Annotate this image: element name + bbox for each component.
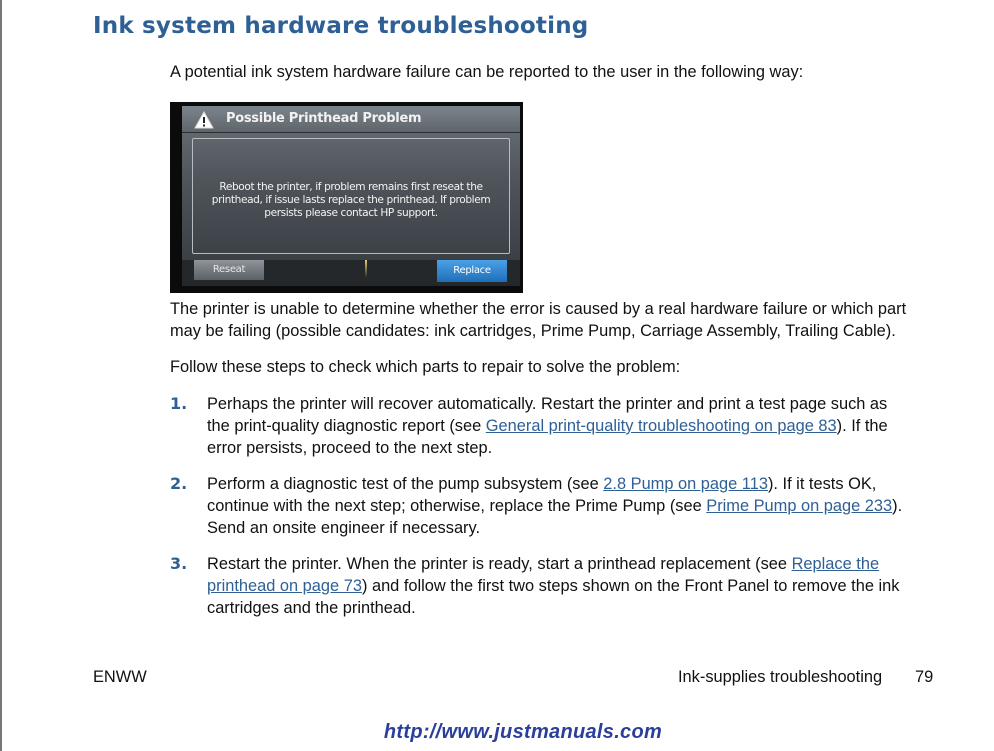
dialog-header xyxy=(182,106,520,133)
photo-glare xyxy=(365,260,367,278)
step-number: 2. xyxy=(170,474,188,493)
front-panel-screen xyxy=(182,106,520,286)
prime-pump-link[interactable]: Prime Pump on page 233 xyxy=(706,497,893,515)
front-panel-photo xyxy=(170,102,523,293)
footer-enww: ENWW xyxy=(93,668,147,686)
footer-section-title: Ink-supplies troubleshooting xyxy=(678,668,883,686)
cause-paragraph: The printer is unable to determine whether the error is caused by a real hardware failure or which part may be failing (possible candidates: ink cartridges, Prime Pump, Carriage Assembly, Trailing Cable). xyxy=(170,300,907,340)
dialog-body xyxy=(192,138,510,254)
watermark-url[interactable]: http://www.justmanuals.com xyxy=(383,721,663,743)
replace-printhead-link[interactable]: Replace the printhead on page 73 xyxy=(207,555,880,595)
intro-paragraph: A potential ink system hardware failure can be reported to the user in the following way: xyxy=(170,63,804,81)
dialog-message: Reboot the printer, if problem remains first reseat the printhead, if issue lasts replace the printhead. If problem persists please contact HP support. xyxy=(211,181,491,219)
warning-icon xyxy=(194,111,214,129)
replace-button[interactable]: Replace xyxy=(437,260,507,282)
dialog-title: Possible Printhead Problem xyxy=(226,111,422,126)
step-number: 1. xyxy=(170,394,188,413)
step-text: Restart the printer. When the printer is ready, start a printhead replacement (see Replace the printhead on page 73) and follow the first two steps shown on the Front Panel to remove the ink cartridges and the printhead. xyxy=(207,555,900,617)
steps-intro-paragraph: Follow these steps to check which parts to repair to solve the problem: xyxy=(170,358,681,376)
page-title: Ink system hardware troubleshooting xyxy=(93,13,589,39)
step-number: 3. xyxy=(170,554,188,573)
reseat-button[interactable]: Reseat xyxy=(194,260,264,280)
print-quality-link[interactable]: General print-quality troubleshooting on page 83 xyxy=(485,417,837,435)
page-edge-rule xyxy=(0,0,2,751)
page-number: 79 xyxy=(915,668,934,686)
step-text: Perhaps the printer will recover automatically. Restart the printer and print a test page such as the print-quality diagnostic report (see General print-quality troubleshooting on page 83). If the error persists, proceed to the next step. xyxy=(207,395,888,457)
step-text: Perform a diagnostic test of the pump subsystem (see 2.8 Pump on page 113). If it tests OK, continue with the next step; otherwise, replace the Prime Pump (see Prime Pump on page 233). Send an onsite engineer if necessary. xyxy=(207,475,903,537)
pump-link[interactable]: 2.8 Pump on page 113 xyxy=(603,475,768,493)
